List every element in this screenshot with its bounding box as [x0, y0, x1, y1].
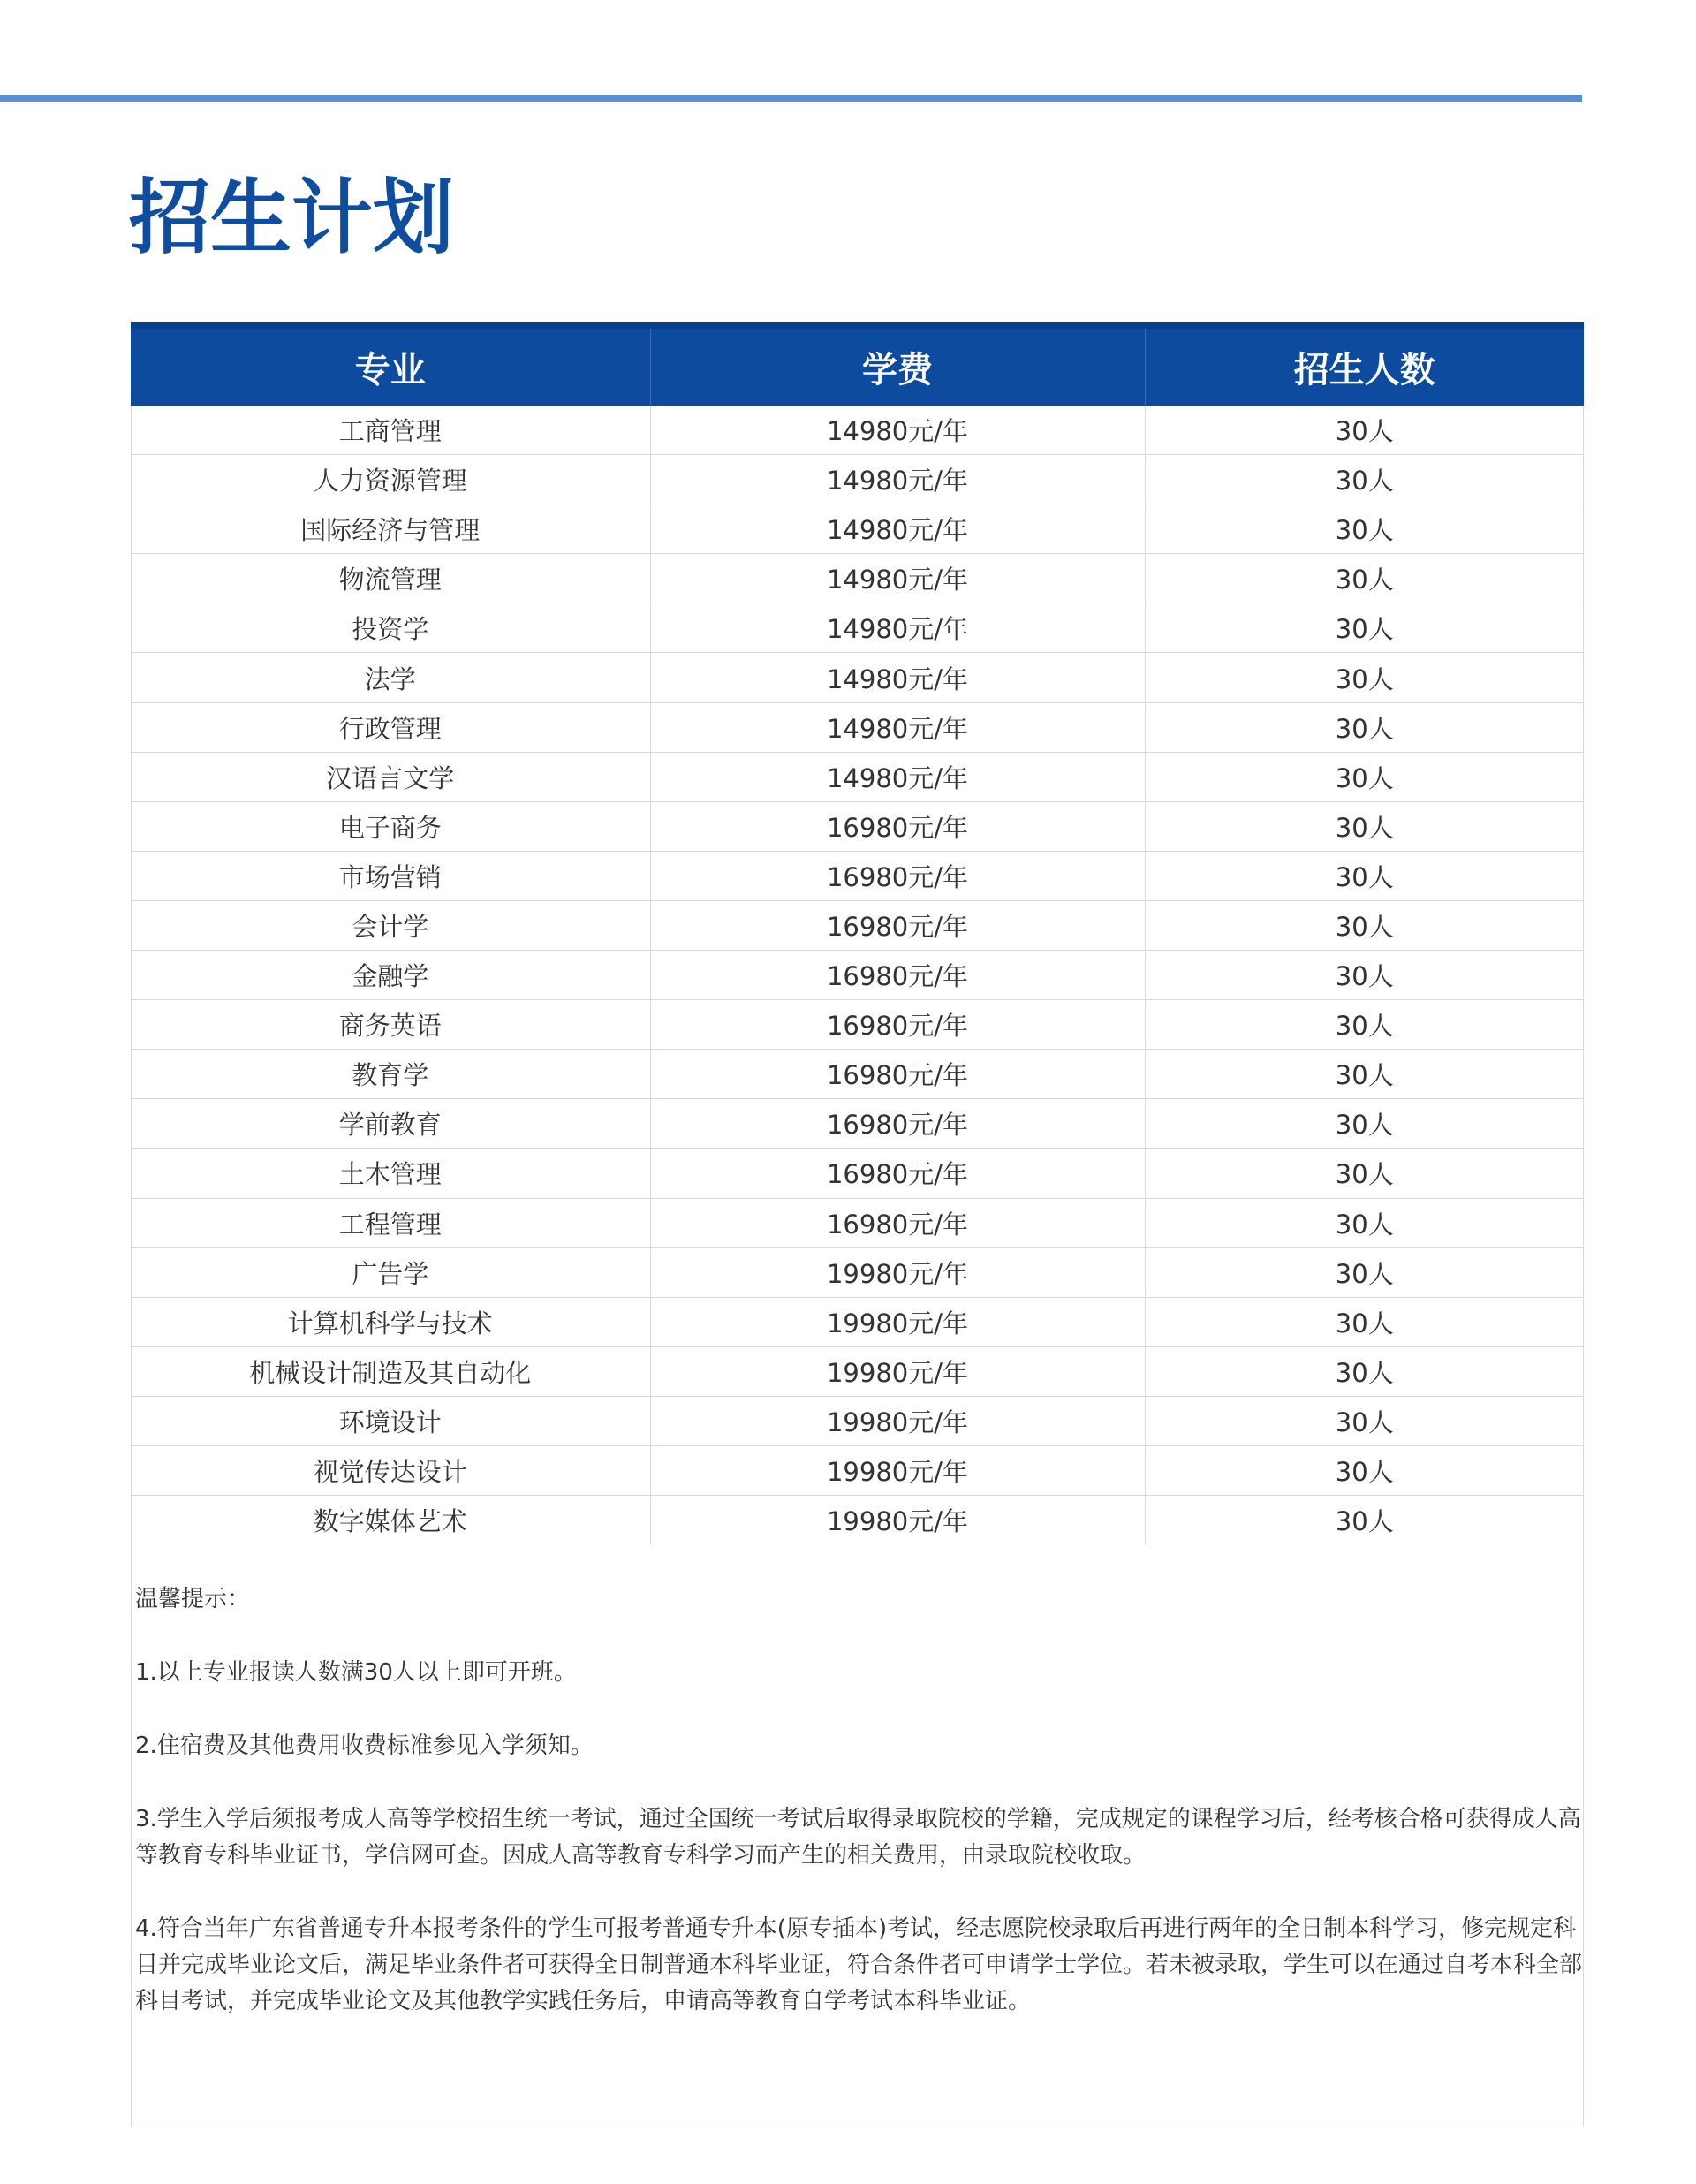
top-accent-rule: [0, 95, 1582, 102]
major-cell: 工商管理: [338, 415, 442, 446]
tuition-cell: 19980元/年: [650, 1445, 1145, 1495]
table-row: [131, 1396, 1584, 1445]
table-row: [131, 1099, 1584, 1149]
note-item: 4.符合当年广东省普通专升本报考条件的学生可报考普通专升本(原专插本)考试，经志愿院校录取后再进行两年的全日制本科学习，修完规定科目并完成毕业论文后，满足毕业条件者可获得全日制普通本科毕业证，符合条件者可申请学士学位。若未被录取，学生可以在通过自考本科全部科目考试，并完成毕业论文及其他教学实践任务后，申请高等教育自学考试本科毕业证。: [135, 1915, 1583, 2014]
quota-cell: 30人: [1145, 1445, 1584, 1495]
tuition-cell: 14980元/年: [650, 752, 1145, 801]
tuition-cell: 14980元/年: [650, 702, 1145, 752]
table-row: [131, 603, 1584, 653]
header-tuition: 学费: [650, 326, 1145, 406]
note-item: 1.以上专业报读人数满30人以上即可开班。: [135, 1659, 577, 1686]
table-row: [131, 1297, 1584, 1346]
tuition-cell: 16980元/年: [650, 1149, 1145, 1198]
major-cell: 商务英语: [131, 1000, 650, 1050]
major-cell: 计算机科学与技术: [131, 1297, 650, 1346]
major-cell: 环境设计: [131, 1396, 650, 1445]
table-body: [131, 406, 1584, 1545]
quota-cell: 30人: [1145, 1346, 1584, 1396]
tuition-cell: 16980元/年: [650, 1099, 1145, 1149]
major-cell: 汉语言文学: [131, 752, 650, 801]
quota-cell: 30人: [1145, 603, 1584, 653]
tuition-cell: 16980元/年: [650, 951, 1145, 1000]
table-row: [131, 455, 1584, 504]
major-cell: 工程管理: [131, 1198, 650, 1247]
quota-cell: 30人: [1145, 1000, 1584, 1050]
major-cell: 机械设计制造及其自动化: [131, 1346, 650, 1396]
tuition-cell: 19980元/年: [650, 1247, 1145, 1297]
table-row: [131, 851, 1584, 900]
tuition-cell: 19980元/年: [650, 1346, 1145, 1396]
table-row: [131, 752, 1584, 801]
note-item: 3.学生入学后须报考成人高等学校招生统一考试，通过全国统一考试后取得录取院校的学籍，完成规定的课程学习后，经考核合格可获得成人高等教育专科毕业证书，学信网可查。因成人高等教育专科学习而产生的相关费用，由录取院校收取。: [135, 1806, 1581, 1869]
tuition-cell: 16980元/年: [650, 851, 1145, 900]
table-row: [131, 900, 1584, 950]
quota-cell: 30人: [1145, 801, 1584, 851]
major-cell: 电子商务: [131, 801, 650, 851]
page-title: 招生计划: [129, 171, 455, 265]
table-row: [131, 1000, 1584, 1050]
table-row: [131, 504, 1584, 554]
quota-cell: 30人: [1145, 1247, 1584, 1297]
note-item: 2.住宿费及其他费用收费标准参见入学须知。: [135, 1733, 594, 1759]
table-row: [131, 702, 1584, 752]
table-row: [131, 1198, 1584, 1247]
major-cell: 法学: [131, 653, 650, 702]
quota-cell: 30人: [1145, 406, 1584, 455]
major-cell: 人力资源管理: [131, 455, 650, 504]
table-header-row: [131, 326, 1584, 406]
major-cell: 行政管理: [131, 702, 650, 752]
tuition-cell: 19980元/年: [650, 1496, 1145, 1545]
enrollment-table: [131, 322, 1584, 1545]
major-cell: 学前教育: [131, 1099, 650, 1149]
major-cell: 国际经济与管理: [131, 504, 650, 554]
tuition-cell: 16980元/年: [650, 900, 1145, 950]
quota-cell: 30人: [1145, 455, 1584, 504]
major-cell: 土木管理: [131, 1149, 650, 1198]
tuition-cell: 16980元/年: [650, 801, 1145, 851]
quota-cell: 30人: [1145, 504, 1584, 554]
major-cell: 视觉传达设计: [131, 1445, 650, 1495]
quota-cell: 30人: [1145, 900, 1584, 950]
quota-cell: 30人: [1145, 1297, 1584, 1346]
quota-cell: 30人: [1145, 851, 1584, 900]
quota-cell: 30人: [1145, 554, 1584, 603]
table-row: [131, 951, 1584, 1000]
quota-cell: 30人: [1145, 951, 1584, 1000]
tuition-cell: 14980元/年: [650, 504, 1145, 554]
tuition-cell: 14980元/年: [650, 554, 1145, 603]
quota-cell: 30人: [1145, 1149, 1584, 1198]
quota-cell: 30人: [1145, 1099, 1584, 1149]
table-row: [131, 554, 1584, 603]
major-cell: 教育学: [131, 1050, 650, 1099]
table-row: [131, 1149, 1584, 1198]
major-cell: 金融学: [131, 951, 650, 1000]
tuition-cell: 14980元/年: [650, 653, 1145, 702]
table-row: [131, 801, 1584, 851]
table-row: [131, 1050, 1584, 1099]
quota-cell: 30人: [1145, 1396, 1584, 1445]
quota-cell: 30人: [1145, 1496, 1584, 1545]
notes-heading: 温馨提示：: [135, 1586, 251, 1612]
tuition-cell: 16980元/年: [650, 1000, 1145, 1050]
table-row: [131, 1496, 1584, 1545]
major-cell: 投资学: [131, 603, 650, 653]
major-cell: 广告学: [131, 1247, 650, 1297]
tuition-cell: 14980元/年: [650, 603, 1145, 653]
quota-cell: 30人: [1145, 1198, 1584, 1247]
notes-section: [135, 1581, 1584, 2057]
tuition-cell: 14980元/年: [650, 455, 1145, 504]
tuition-cell: 16980元/年: [650, 1050, 1145, 1099]
major-cell: 市场营销: [131, 851, 650, 900]
quota-cell: 30人: [1145, 1050, 1584, 1099]
tuition-cell: 14980元/年: [650, 406, 1145, 455]
table-row: [131, 653, 1584, 702]
header-quota: 招生人数: [1145, 326, 1584, 406]
table-row: [131, 1346, 1584, 1396]
tuition-cell: 16980元/年: [650, 1198, 1145, 1247]
tuition-cell: 19980元/年: [650, 1396, 1145, 1445]
quota-cell: 30人: [1145, 702, 1584, 752]
table-row: [131, 406, 1584, 455]
table-row: [131, 1247, 1584, 1297]
major-cell: 会计学: [131, 900, 650, 950]
header-major: 专业: [131, 326, 650, 406]
quota-cell: 30人: [1145, 752, 1584, 801]
quota-cell: 30人: [1145, 653, 1584, 702]
major-cell: 物流管理: [131, 554, 650, 603]
table-row: [131, 1445, 1584, 1495]
major-cell: 数字媒体艺术: [131, 1496, 650, 1545]
tuition-cell: 19980元/年: [650, 1297, 1145, 1346]
